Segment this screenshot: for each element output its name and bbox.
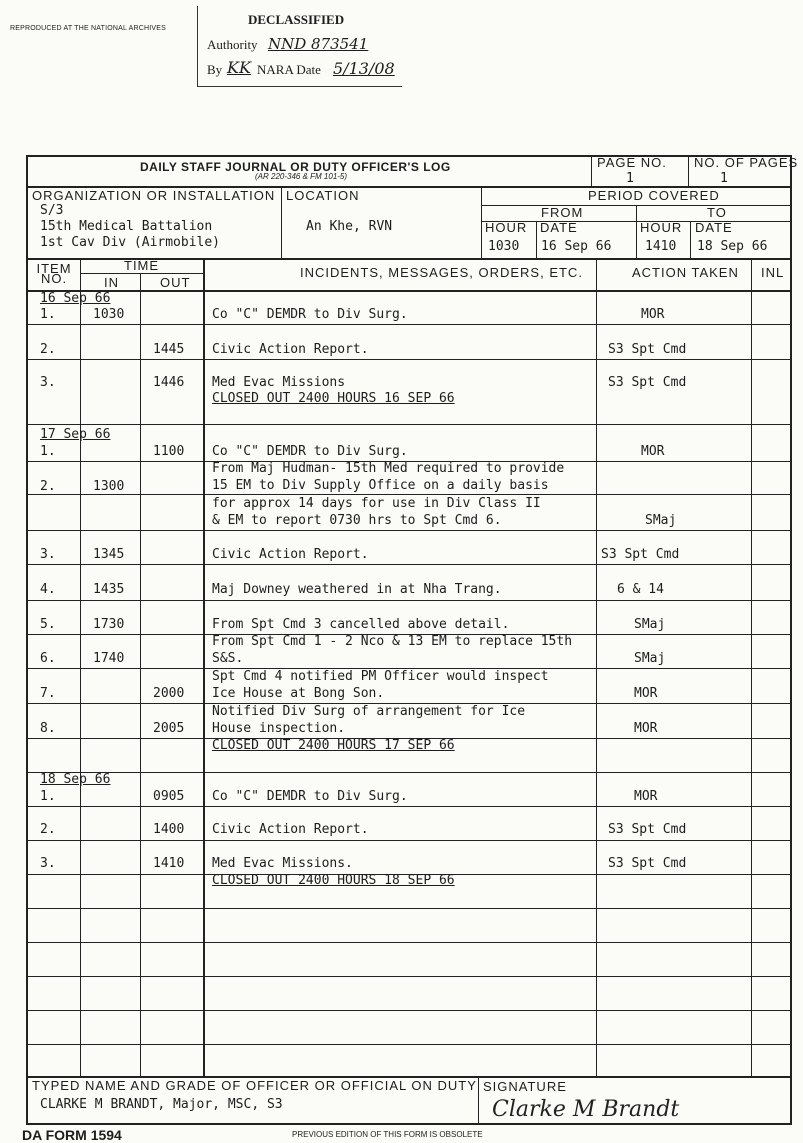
to-date-label: DATE: [695, 220, 733, 235]
col-in-header: IN: [104, 275, 119, 290]
stamp-authority-label: Authority: [207, 37, 258, 52]
entry-action: S3 Spt Cmd: [608, 856, 687, 871]
officer-value: CLARKE M BRANDT, Major, MSC, S3: [40, 1097, 283, 1112]
entry-text: Civic Action Report.: [212, 822, 369, 837]
from-date-value: 16 Sep 66: [541, 239, 612, 254]
entry-text: Civic Action Report.: [212, 547, 369, 562]
entry-text: Maj Downey weathered in at Nha Trang.: [212, 582, 502, 597]
to-label: TO: [707, 205, 727, 220]
col-time-header: TIME: [124, 258, 160, 273]
from-date-label: DATE: [540, 220, 578, 235]
entry-action: SMaj: [645, 513, 677, 528]
entry-action: S3 Spt Cmd: [601, 547, 680, 562]
entry-time-in: 1300: [93, 479, 125, 494]
closed-out-note: CLOSED OUT 2400 HOURS 18 SEP 66: [212, 873, 455, 888]
entry-text: Co "C" DEMDR to Div Surg.: [212, 307, 408, 322]
location-label: LOCATION: [286, 188, 360, 203]
entry-time-in: 1730: [93, 617, 125, 632]
closed-out-note: CLOSED OUT 2400 HOURS 16 SEP 66: [212, 391, 455, 406]
entry-item-no: 1.: [40, 444, 56, 459]
page-no-label: PAGE NO.: [597, 155, 667, 170]
entry-text: House inspection.: [212, 721, 346, 736]
from-hour-label: HOUR: [485, 220, 528, 235]
stamp-date-value: 5/13/08: [333, 59, 395, 78]
entry-time-in: 1345: [93, 547, 125, 562]
no-pages-value: 1: [720, 171, 728, 186]
entry-text: & EM to report 0730 hrs to Spt Cmd 6.: [212, 513, 502, 528]
from-label: FROM: [541, 205, 584, 220]
to-hour-value: 1410: [645, 239, 677, 254]
org-line-2: 15th Medical Battalion: [40, 219, 213, 234]
entry-time-out: 1410: [153, 856, 185, 871]
page-no-value: 1: [626, 171, 634, 186]
entry-action: 6 & 14: [617, 582, 664, 597]
officer-label: TYPED NAME AND GRADE OF OFFICER OR OFFICIAL ON DUTY: [32, 1078, 477, 1093]
entry-time-out: 2000: [153, 686, 185, 701]
date-heading: 18 Sep 66: [40, 772, 111, 787]
entry-text: Ice House at Bong Son.: [212, 686, 385, 701]
entry-time-out: 1100: [153, 444, 185, 459]
to-date-value: 18 Sep 66: [697, 239, 768, 254]
entry-action: MOR: [634, 721, 658, 736]
entry-time-in: 1740: [93, 651, 125, 666]
from-hour-value: 1030: [488, 239, 520, 254]
entry-item-no: 7.: [40, 686, 56, 701]
date-heading: 16 Sep 66: [40, 291, 111, 306]
stamp-title: DECLASSIFIED: [248, 12, 345, 27]
stamp-nara-label: NARA Date: [257, 62, 321, 77]
entry-time-in: 1435: [93, 582, 125, 597]
col-incidents-header: INCIDENTS, MESSAGES, ORDERS, ETC.: [300, 265, 583, 280]
entry-item-no: 3.: [40, 547, 56, 562]
col-out-header: OUT: [160, 275, 191, 290]
entry-item-no: 2.: [40, 822, 56, 837]
no-pages-label: NO. OF PAGES: [694, 155, 799, 170]
entry-action: SMaj: [634, 617, 666, 632]
stamp-by-value: KK: [227, 58, 251, 77]
officer-signature: Clarke M Brandt: [492, 1097, 680, 1122]
entry-text: 15 EM to Div Supply Office on a daily basis: [212, 478, 549, 493]
entry-time-out: 0905: [153, 789, 185, 804]
col-item-header: ITEM NO.: [36, 261, 72, 286]
entry-text: S&S.: [212, 651, 244, 666]
entry-item-no: 3.: [40, 375, 56, 390]
org-label: ORGANIZATION OR INSTALLATION: [32, 188, 276, 203]
form-number: DA FORM 1594: [22, 1127, 122, 1143]
entry-text: Notified Div Surg of arrangement for Ice: [212, 704, 526, 719]
closed-out-note: CLOSED OUT 2400 HOURS 17 SEP 66: [212, 738, 455, 753]
entry-time-out: 2005: [153, 721, 185, 736]
to-hour-label: HOUR: [640, 220, 683, 235]
entry-text: Med Evac Missions.: [212, 856, 353, 871]
entry-text: Co "C" DEMDR to Div Surg.: [212, 789, 408, 804]
signature-label: SIGNATURE: [483, 1079, 567, 1094]
entry-text: Co "C" DEMDR to Div Surg.: [212, 444, 408, 459]
col-inl-header: INL: [761, 265, 785, 280]
location-value: An Khe, RVN: [306, 219, 393, 234]
entry-action: MOR: [641, 444, 665, 459]
date-heading: 17 Sep 66: [40, 427, 111, 442]
entry-action: S3 Spt Cmd: [608, 342, 687, 357]
entry-item-no: 5.: [40, 617, 56, 632]
declassified-stamp: [197, 6, 402, 87]
form-subtitle: (AR 220-346 & FM 101-5): [255, 172, 348, 181]
entry-item-no: 2.: [40, 342, 56, 357]
entry-item-no: 4.: [40, 582, 56, 597]
entry-item-no: 8.: [40, 721, 56, 736]
entry-action: SMaj: [634, 651, 666, 666]
entry-item-no: 1.: [40, 789, 56, 804]
entry-text: Med Evac Missions: [212, 375, 346, 390]
entry-text: From Spt Cmd 1 - 2 Nco & 13 EM to replace 15th: [212, 634, 573, 649]
org-line-1: S/3: [40, 203, 64, 218]
entry-time-out: 1446: [153, 375, 185, 390]
stamp-authority-value: NND 873541: [268, 35, 369, 53]
entry-action: S3 Spt Cmd: [608, 375, 687, 390]
entry-item-no: 6.: [40, 651, 56, 666]
form-title: DAILY STAFF JOURNAL OR DUTY OFFICER'S LOG: [140, 160, 451, 174]
entry-action: MOR: [634, 686, 658, 701]
entry-time-in: 1030: [93, 307, 125, 322]
entry-time-out: 1445: [153, 342, 185, 357]
entry-text: Spt Cmd 4 notified PM Officer would inspect: [212, 669, 549, 684]
stamp-by-label: By: [207, 62, 223, 77]
entry-action: S3 Spt Cmd: [608, 822, 687, 837]
org-line-3: 1st Cav Div (Airmobile): [40, 235, 221, 250]
entry-text: for approx 14 days for use in Div Class II: [212, 496, 541, 511]
entry-item-no: 1.: [40, 307, 56, 322]
period-label: PERIOD COVERED: [588, 188, 720, 203]
entry-item-no: 2.: [40, 479, 56, 494]
entry-action: MOR: [634, 789, 658, 804]
entry-text: Civic Action Report.: [212, 342, 369, 357]
entry-action: MOR: [641, 307, 665, 322]
entry-text: From Spt Cmd 3 cancelled above detail.: [212, 617, 510, 632]
obsolete-notice: PREVIOUS EDITION OF THIS FORM IS OBSOLETE: [292, 1130, 483, 1139]
entry-item-no: 3.: [40, 856, 56, 871]
entry-time-out: 1400: [153, 822, 185, 837]
col-action-header: ACTION TAKEN: [632, 265, 739, 280]
entry-text: From Maj Hudman- 15th Med required to provide: [212, 461, 565, 476]
archive-note: REPRODUCED AT THE NATIONAL ARCHIVES: [10, 25, 166, 32]
